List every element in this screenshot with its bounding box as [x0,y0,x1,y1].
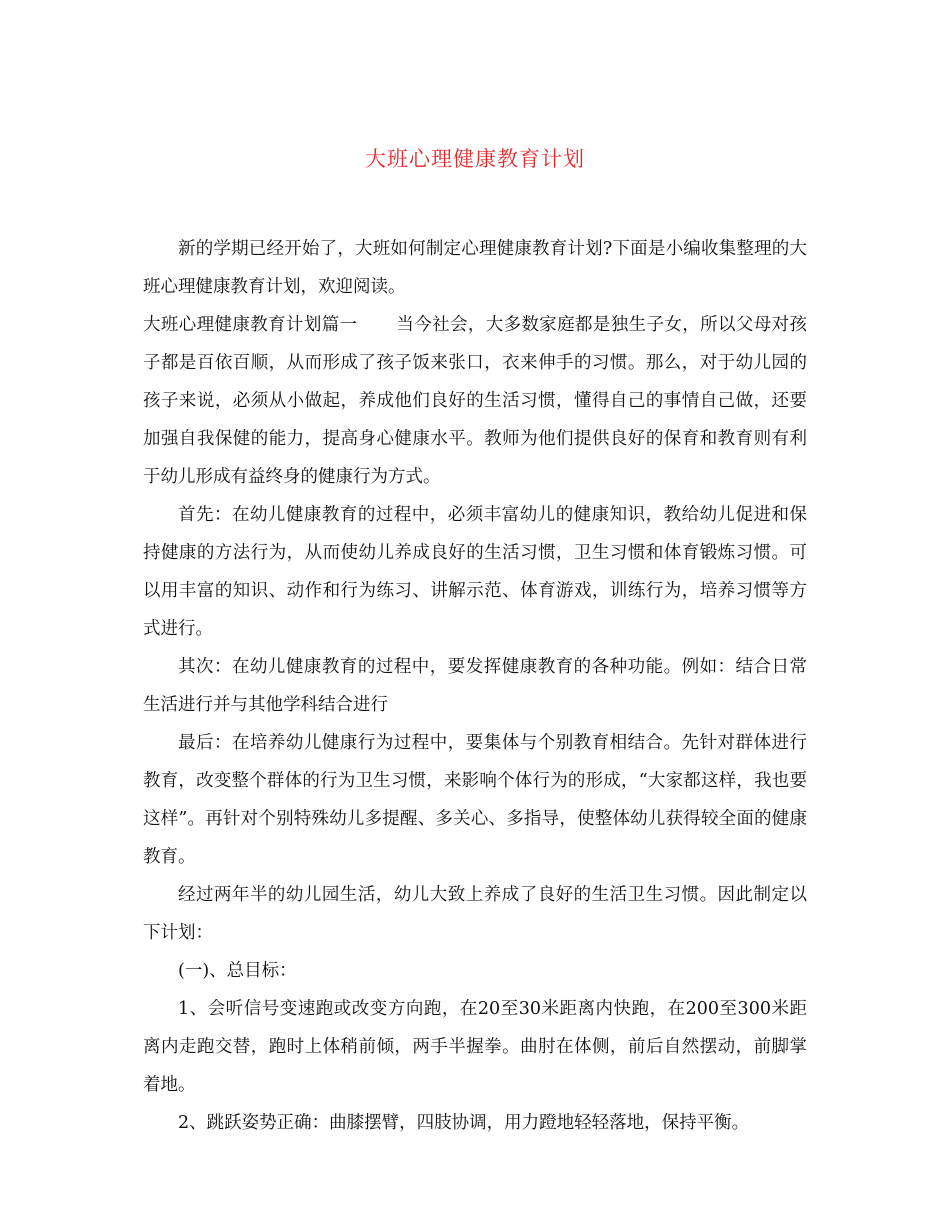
paragraph-intro: 新的学期已经开始了，大班如何制定心理健康教育计划?下面是小编收集整理的大班心理健康教育计划，欢迎阅读。 [143,239,807,297]
paragraph-second: 其次：在幼儿健康教育的过程中，要发挥健康教育的各种功能。例如：结合日常生活进行并与其他学科结合进行 [143,657,807,715]
section-one-heading: 大班心理健康教育计划篇一 [143,315,358,335]
paragraph-goal-heading: (一)、总目标： [178,961,297,981]
section-one-text: 当今社会，大多数家庭都是独生子女，所以父母对孩子都是百依百顺，从而形成了孩子饭来张口，衣来伸手的习惯。那么，对于幼儿园的孩子来说，必须从小做起，养成他们良好的生活习惯，懂得自己的事情自己做，还要加强自我保健的能力，提高身心健康水平。教师为他们提供良好的保育和教育则有利于幼儿形成有益终身的健康行为方式。 [143,315,808,487]
paragraph-last: 最后：在培养幼儿健康行为过程中，要集体与个别教育相结合。先针对群体进行教育，改变整个群体的行为卫生习惯，来影响个体行为的形成，“大家都这样，我也要这样”。再针对个别特殊幼儿多提醒、多关心、多指导，使整体幼儿获得较全面的健康教育。 [143,733,807,867]
paragraph-goal-two: 2、跳跃姿势正确：曲膝摆臂，四肢协调，用力蹬地轻轻落地，保持平衡。 [178,1113,750,1133]
paragraph-goal-one: 1、会听信号变速跑或改变方向跑，在20至30米距离内快跑，在200至300米距离内走跑交替，跑时上体稍前倾，两手半握拳。曲肘在体侧，前后自然摆动，前脚掌着地。 [143,999,807,1095]
document-title: 大班心理健康教育计划 [365,147,585,171]
paragraph-first: 首先：在幼儿健康教育的过程中，必须丰富幼儿的健康知识，教给幼儿促进和保持健康的方法行为，从而使幼儿养成良好的生活习惯，卫生习惯和体育锻炼习惯。可以用丰富的知识、动作和行为练习、讲解示范、体育游戏，训练行为，培养习惯等方式进行。 [143,505,807,639]
paragraph-section-one [143,306,807,496]
document-body [143,230,807,1142]
paragraph-plan-intro: 经过两年半的幼儿园生活，幼儿大致上养成了良好的生活卫生习惯。因此制定以下计划： [143,885,807,943]
